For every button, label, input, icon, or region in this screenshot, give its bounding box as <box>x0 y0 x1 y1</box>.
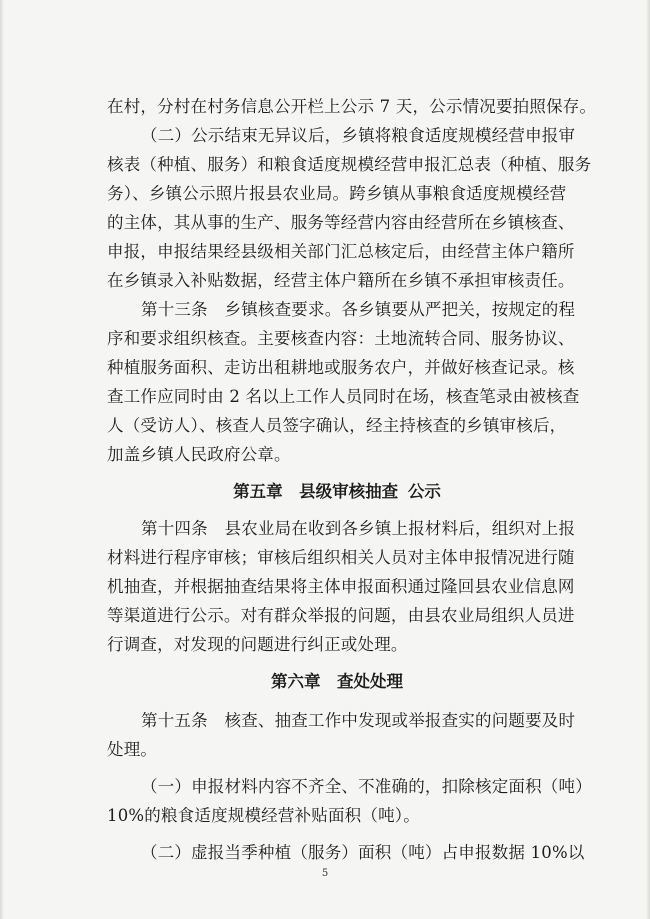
body-line: 处理。 <box>107 740 158 759</box>
page-edge-right <box>646 0 650 919</box>
chapter-5-heading: 第五章 县级审核抽查 公示 <box>233 482 441 501</box>
chapter-6-heading: 第六章 查处处理 <box>271 672 403 691</box>
article-14-line: 第十四条 县农业局在收到各乡镇上报材料后，组织对上报 <box>141 519 576 538</box>
body-line: 种植服务面积、走访出租耕地或服务农户，并做好核查记录。核 <box>107 358 575 377</box>
body-line: 的主体，其从事的生产、服务等经营内容由经营所在乡镇核查、 <box>107 213 575 232</box>
body-line: 等渠道进行公示。对有群众举报的问题，由县农业局组织人员进 <box>107 606 575 625</box>
document-body <box>107 92 597 867</box>
body-line: 序和要求组织核查。主要核查内容：土地流转合同、服务协议、 <box>107 329 575 348</box>
clause-1-line: （一）申报材料内容不齐全、不准确的，扣除核定面积（吨） <box>141 777 592 796</box>
body-line: 行调查，对发现的问题进行纠正或处理。 <box>107 635 408 654</box>
article-13-line: 第十三条 乡镇核查要求。各乡镇要从严把关，按规定的程 <box>141 300 576 319</box>
body-line: 查工作应同时由 2 名以上工作人员同时在场，核查笔录由被核查 <box>107 387 580 406</box>
body-line: 在村，分村在村务信息公开栏上公示 7 天，公示情况要拍照保存。 <box>107 97 597 116</box>
body-line: （二）公示结束无异议后，乡镇将粮食适度规模经营申报审 <box>141 126 576 145</box>
body-line: 务）、乡镇公示照片报县农业局。跨乡镇从事粮食适度规模经营 <box>107 184 567 203</box>
body-line: 申报，申报结果经县级相关部门汇总核定后，由经营主体户籍所 <box>107 242 575 261</box>
page-number: 5 <box>321 868 329 879</box>
body-line: 机抽查，并根据抽查结果将主体申报面积通过隆回县农业信息网 <box>107 577 575 596</box>
body-line: 加盖乡镇人民政府公章。 <box>107 445 291 464</box>
clause-2-line: （二）虚报当季种植（服务）面积（吨）占申报数据 10%以 <box>141 843 585 862</box>
body-line: 人（受访人）、核查人员签字确认，经主持核查的乡镇审核后， <box>107 416 567 435</box>
page-edge-left <box>0 0 4 919</box>
body-line: 在乡镇录入补贴数据，经营主体户籍所在乡镇不承担审核责任。 <box>107 271 575 290</box>
article-15-line: 第十五条 核查、抽查工作中发现或举报查实的问题要及时 <box>141 711 576 730</box>
body-line: 核表（种植、服务）和粮食适度规模经营申报汇总表（种植、服务 <box>107 155 592 174</box>
body-line: 10%的粮食适度规模经营补贴面积（吨）。 <box>107 806 420 825</box>
body-line: 材料进行程序审核；审核后组织相关人员对主体申报情况进行随 <box>107 548 575 567</box>
